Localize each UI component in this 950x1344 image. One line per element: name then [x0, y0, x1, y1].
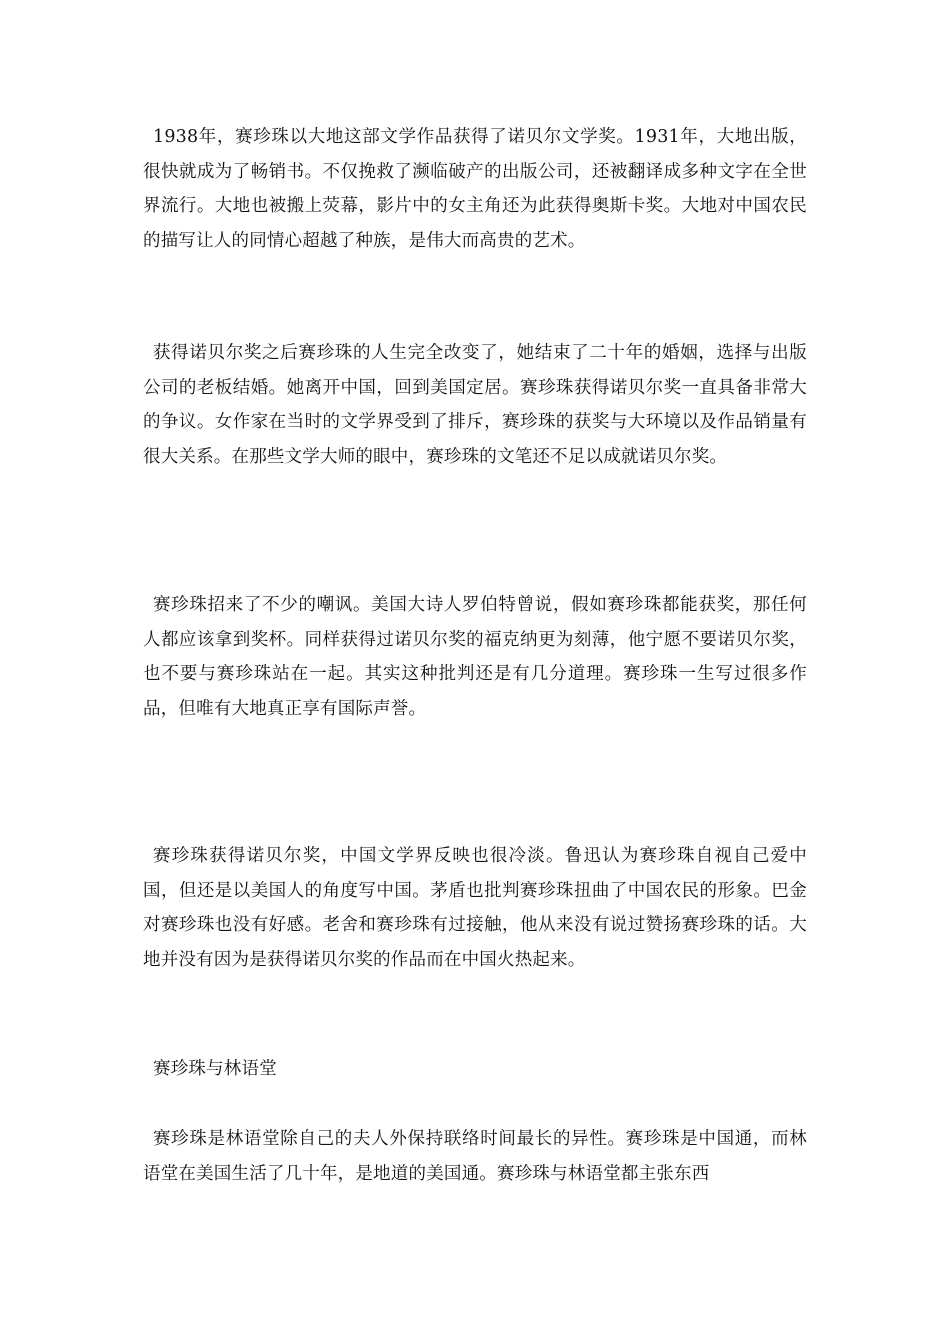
- paragraph-lin-yutang: 赛珍珠是林语堂除自己的夫人外保持联络时间最长的异性。赛珍珠是中国通，而林语堂在美国生活了几十年，是地道的美国通。赛珍珠与林语堂都主张东西: [143, 1129, 807, 1184]
- paragraph-nobel-prize-1938: 1938年，赛珍珠以大地这部文学作品获得了诺贝尔文学奖。1931年，大地出版，很快就成为了畅销书。不仅挽救了濒临破产的出版公司，还被翻译成多种文字在全世界流行。大地也被搬上荧幕，影片中的女主角还为此获得奥斯卡奖。大地对中国农民的描写让人的同情心超越了种族，是伟大而高贵的艺术。: [143, 127, 807, 251]
- paragraph-life-after-nobel: 获得诺贝尔奖之后赛珍珠的人生完全改变了，她结束了二十年的婚姻，选择与出版公司的老板结婚。她离开中国，回到美国定居。赛珍珠获得诺贝尔奖一直具备非常大的争议。女作家在当时的文学界受到了排斥，赛珍珠的获奖与大环境以及作品销量有很大关系。在那些文学大师的眼中，赛珍珠的文笔还不足以成就诺贝尔奖。: [143, 343, 807, 467]
- section-heading: 赛珍珠与林语堂: [153, 1059, 277, 1079]
- paragraph-criticism: 赛珍珠招来了不少的嘲讽。美国大诗人罗伯特曾说，假如赛珍珠都能获奖，那任何人都应该拿到奖杯。同样获得过诺贝尔奖的福克纳更为刻薄，他宁愿不要诺贝尔奖，也不要与赛珍珠站在一起。其实这种批判还是有几分道理。赛珍珠一生写过很多作品，但唯有大地真正享有国际声誉。: [143, 595, 807, 719]
- paragraph-chinese-reception: 赛珍珠获得诺贝尔奖，中国文学界反映也很冷淡。鲁迅认为赛珍珠自视自己爱中国，但还是以美国人的角度写中国。茅盾也批判赛珍珠扭曲了中国农民的形象。巴金对赛珍珠也没有好感。老舍和赛珍珠有过接触，他从来没有说过赞扬赛珍珠的话。大地并没有因为是获得诺贝尔奖的作品而在中国火热起来。: [143, 846, 807, 970]
